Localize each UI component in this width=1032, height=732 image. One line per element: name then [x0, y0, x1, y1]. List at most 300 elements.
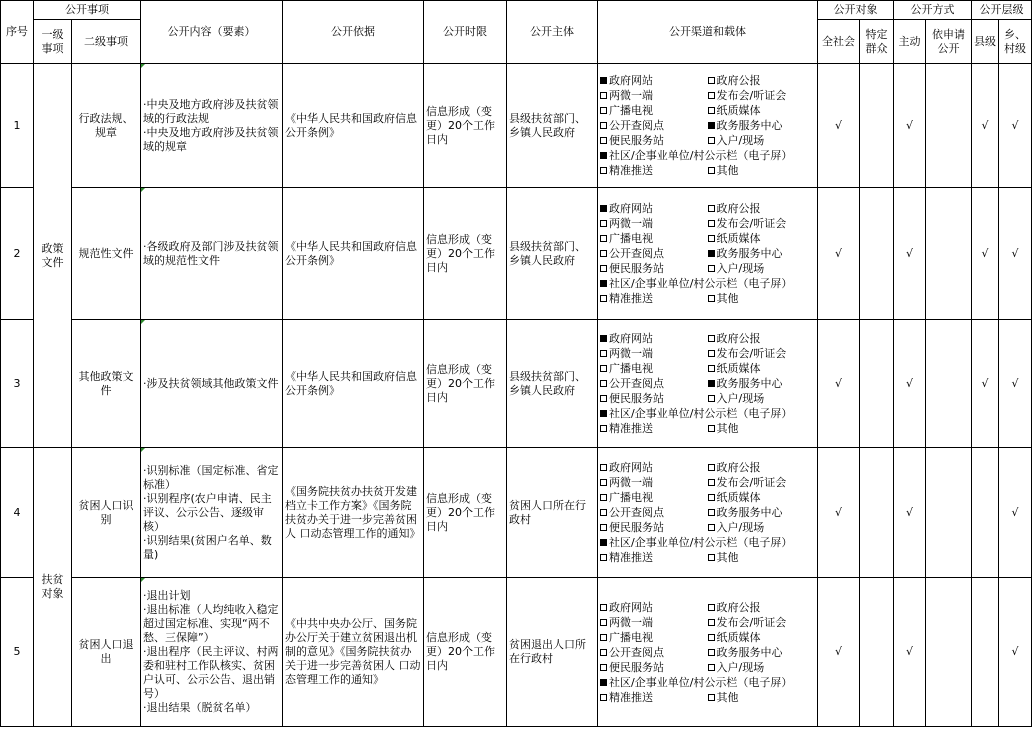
unchecked-box-icon: [708, 395, 715, 402]
method-request-mark: [926, 448, 972, 578]
row-seq: 2: [1, 188, 34, 320]
row-level2: 行政法规、 规章: [72, 64, 141, 188]
table-row: [1, 578, 1032, 727]
checked-box-icon: [600, 539, 607, 546]
header-seq: 序号: [1, 1, 34, 64]
checked-box-icon: [600, 410, 607, 417]
table-row: [1, 188, 1032, 320]
method-active-mark: √: [894, 188, 926, 320]
row-subject: 县级扶贫部门、乡镇人民政府: [507, 64, 598, 188]
target-specific-mark: [860, 188, 894, 320]
header-row-1: [1, 1, 1032, 20]
unchecked-box-icon: [600, 122, 607, 129]
channel-label: 其他: [716, 551, 739, 564]
channel-item: [708, 376, 816, 391]
header-level-town: 乡、 村级: [999, 20, 1032, 64]
unchecked-box-icon: [708, 694, 715, 701]
channel-label: 社区/企事业单位/村公示栏（电子屏）: [609, 407, 793, 420]
channel-label: 便民服务站: [609, 134, 664, 147]
channel-label: 政务服务中心: [716, 247, 783, 260]
channel-label: 广播电视: [609, 630, 653, 644]
unchecked-box-icon: [708, 205, 715, 212]
unchecked-box-icon: [708, 509, 715, 516]
channel-label: 广播电视: [609, 104, 653, 117]
channel-label: 两微一端: [609, 347, 653, 360]
channel-item: [600, 216, 708, 231]
content-line: ·中央及地方政府涉及扶贫领域的行政法规: [143, 97, 279, 125]
channel-item: [708, 505, 816, 520]
unchecked-box-icon: [600, 395, 607, 402]
channel-item: [600, 291, 708, 306]
channel-item: [600, 600, 708, 615]
channel-item: [708, 660, 816, 675]
channel-item: [708, 346, 816, 361]
row-channels: [598, 188, 818, 320]
row-content: [141, 188, 283, 320]
unchecked-box-icon: [600, 694, 607, 701]
channel-label: 公开查阅点: [609, 645, 664, 659]
header-level-county: 县级: [972, 20, 999, 64]
channel-label: 社区/企事业单位/村公示栏（电子屏）: [609, 277, 793, 290]
row-content: [141, 448, 283, 578]
channel-label: 入户/现场: [716, 521, 765, 534]
channel-item: [600, 103, 708, 118]
channel-item: [708, 690, 816, 705]
channel-item: [600, 346, 708, 361]
content-line: ·涉及扶贫领域其他政策文件: [143, 376, 279, 390]
channel-item: [708, 133, 816, 148]
channel-item: [708, 103, 816, 118]
unchecked-box-icon: [600, 425, 607, 432]
row-seq: 5: [1, 578, 34, 727]
channel-item: [708, 600, 816, 615]
unchecked-box-icon: [600, 649, 607, 656]
channel-item: [708, 201, 816, 216]
channel-label: 政府网站: [609, 461, 653, 474]
header-level1: 一级 事项: [34, 20, 72, 64]
channel-item: [600, 550, 708, 565]
unchecked-box-icon: [600, 137, 607, 144]
channel-item: [600, 376, 708, 391]
channel-list: [600, 460, 815, 565]
channel-label: 政府公报: [716, 332, 761, 345]
channel-item: [708, 550, 816, 565]
channel-label: 两微一端: [609, 89, 653, 102]
channel-label: 纸质媒体: [716, 362, 761, 375]
channel-item: [708, 490, 816, 505]
channel-item: [600, 490, 708, 505]
level-county-mark: √: [972, 64, 999, 188]
row-content: [141, 320, 283, 448]
unchecked-box-icon: [708, 494, 715, 501]
unchecked-box-icon: [600, 604, 607, 611]
channel-label: 公开查阅点: [609, 377, 664, 390]
checked-box-icon: [600, 152, 607, 159]
unchecked-box-icon: [600, 107, 607, 114]
content-line: ·识别结果(贫困户名单、数量): [143, 533, 272, 561]
channel-list: [600, 201, 815, 306]
unchecked-box-icon: [600, 494, 607, 501]
channel-label: 两微一端: [609, 217, 653, 230]
row-seq: 3: [1, 320, 34, 448]
header-target-all: 全社会: [818, 20, 860, 64]
unchecked-box-icon: [708, 634, 715, 641]
target-all-mark: √: [818, 188, 860, 320]
row-seq: 1: [1, 64, 34, 188]
content-line: ·退出计划: [143, 589, 191, 602]
channel-label: 精准推送: [609, 422, 653, 435]
channel-item: [600, 331, 708, 346]
row-basis: 《中华人民共和国政府信息公开条例》: [283, 188, 424, 320]
channel-label: 政务服务中心: [716, 645, 783, 659]
channel-label: 广播电视: [609, 362, 653, 375]
channel-item: [708, 421, 816, 436]
channel-item: [708, 460, 816, 475]
channel-label: 广播电视: [609, 232, 653, 245]
channel-label: 政府公报: [716, 74, 761, 87]
channel-item: [600, 73, 708, 88]
channel-label: 发布会/听证会: [716, 89, 787, 102]
header-level2: 二级事项: [72, 20, 141, 64]
channel-item: [600, 660, 708, 675]
category-cell: 扶贫 对象: [34, 448, 72, 727]
row-channels: [598, 578, 818, 727]
channel-label: 公开查阅点: [609, 247, 664, 260]
channel-label: 精准推送: [609, 551, 653, 564]
channel-label: 发布会/听证会: [716, 476, 787, 489]
method-request-mark: [926, 320, 972, 448]
row-time: 信息形成（变更）20个工作日内: [424, 320, 507, 448]
channel-item: [708, 216, 816, 231]
target-all-mark: √: [818, 578, 860, 727]
channel-label: 发布会/听证会: [716, 615, 787, 629]
unchecked-box-icon: [708, 265, 715, 272]
level-county-mark: √: [972, 188, 999, 320]
channel-label: 入户/现场: [716, 660, 765, 674]
checked-box-icon: [600, 335, 607, 342]
channel-item: [708, 331, 816, 346]
channel-item: [600, 361, 708, 376]
level-town-mark: √: [999, 320, 1032, 448]
channel-label: 精准推送: [609, 292, 653, 305]
channel-list: [600, 331, 815, 436]
channel-item: [600, 406, 815, 421]
unchecked-box-icon: [600, 619, 607, 626]
channel-item: [708, 163, 816, 178]
channel-item: [600, 118, 708, 133]
channel-item: [708, 73, 816, 88]
channel-item: [708, 246, 816, 261]
channel-item: [600, 615, 708, 630]
unchecked-box-icon: [708, 137, 715, 144]
channel-item: [600, 276, 815, 291]
channel-label: 政府网站: [609, 600, 653, 614]
unchecked-box-icon: [600, 479, 607, 486]
unchecked-box-icon: [708, 295, 715, 302]
channel-list: [600, 600, 815, 705]
level-county-mark: √: [972, 320, 999, 448]
channel-label: 其他: [716, 690, 739, 704]
channel-item: [600, 690, 708, 705]
method-active-mark: √: [894, 320, 926, 448]
unchecked-box-icon: [600, 664, 607, 671]
channel-label: 便民服务站: [609, 262, 664, 275]
unchecked-box-icon: [600, 554, 607, 561]
target-all-mark: √: [818, 320, 860, 448]
channel-item: [708, 475, 816, 490]
content-line: ·退出结果（脱贫名单）: [143, 701, 257, 714]
unchecked-box-icon: [708, 77, 715, 84]
row-time: 信息形成（变更）20个工作日内: [424, 64, 507, 188]
unchecked-box-icon: [600, 509, 607, 516]
row-content: [141, 578, 283, 727]
checked-box-icon: [600, 679, 607, 686]
row-seq: 4: [1, 448, 34, 578]
channel-label: 便民服务站: [609, 521, 664, 534]
unchecked-box-icon: [708, 365, 715, 372]
channel-label: 其他: [716, 292, 739, 305]
channel-item: [708, 291, 816, 306]
channel-item: [600, 148, 815, 163]
method-active-mark: √: [894, 448, 926, 578]
row-channels: [598, 448, 818, 578]
channel-label: 两微一端: [609, 615, 653, 629]
content-line: ·中央及地方政府涉及扶贫领域的规章: [143, 125, 279, 153]
channel-item: [600, 133, 708, 148]
method-active-mark: √: [894, 64, 926, 188]
channel-item: [600, 475, 708, 490]
channel-label: 政府公报: [716, 202, 761, 215]
content-line: ·退出程序（民主评议、村两委和驻村工作队核实、贫困户认可、公示公告、退出销号）: [143, 645, 279, 700]
unchecked-box-icon: [600, 220, 607, 227]
method-request-mark: [926, 578, 972, 727]
target-specific-mark: [860, 578, 894, 727]
channel-item: [600, 460, 708, 475]
channel-label: 政务服务中心: [716, 506, 783, 519]
level-town-mark: √: [999, 64, 1032, 188]
header-channel: 公开渠道和载体: [598, 1, 818, 64]
channel-item: [600, 645, 708, 660]
target-specific-mark: [860, 320, 894, 448]
unchecked-box-icon: [708, 335, 715, 342]
channel-item: [600, 675, 815, 690]
channel-label: 发布会/听证会: [716, 217, 787, 230]
channel-item: [600, 231, 708, 246]
unchecked-box-icon: [600, 350, 607, 357]
channel-label: 社区/企事业单位/村公示栏（电子屏）: [609, 149, 793, 162]
channel-item: [708, 391, 816, 406]
method-request-mark: [926, 64, 972, 188]
header-method-active: 主动: [894, 20, 926, 64]
channel-item: [708, 630, 816, 645]
checked-box-icon: [600, 77, 607, 84]
unchecked-box-icon: [600, 464, 607, 471]
unchecked-box-icon: [708, 464, 715, 471]
level-county-mark: [972, 448, 999, 578]
row-basis: 《国务院扶贫办扶贫开发建档立卡工作方案》《国务院扶贫办关于进一步完善贫困人 口动态管理工作的通知》: [283, 448, 424, 578]
channel-item: [600, 246, 708, 261]
unchecked-box-icon: [708, 92, 715, 99]
unchecked-box-icon: [600, 295, 607, 302]
unchecked-box-icon: [600, 365, 607, 372]
unchecked-box-icon: [600, 265, 607, 272]
unchecked-box-icon: [708, 554, 715, 561]
target-all-mark: √: [818, 64, 860, 188]
category-cell: 政策 文件: [34, 64, 72, 448]
unchecked-box-icon: [708, 425, 715, 432]
channel-item: [708, 520, 816, 535]
channel-item: [708, 231, 816, 246]
channel-label: 两微一端: [609, 476, 653, 489]
channel-item: [708, 615, 816, 630]
channel-label: 便民服务站: [609, 660, 664, 674]
channel-item: [708, 645, 816, 660]
unchecked-box-icon: [708, 619, 715, 626]
row-level2: 规范性文件: [72, 188, 141, 320]
channel-label: 社区/企事业单位/村公示栏（电子屏）: [609, 536, 793, 549]
channel-item: [600, 505, 708, 520]
table-row: [1, 320, 1032, 448]
checked-box-icon: [600, 280, 607, 287]
channel-label: 精准推送: [609, 690, 653, 704]
unchecked-box-icon: [708, 664, 715, 671]
channel-item: [600, 163, 708, 178]
channel-item: [708, 361, 816, 376]
channel-label: 政府网站: [609, 74, 653, 87]
unchecked-box-icon: [708, 220, 715, 227]
unchecked-box-icon: [600, 380, 607, 387]
unchecked-box-icon: [600, 634, 607, 641]
channel-label: 入户/现场: [716, 392, 765, 405]
checked-box-icon: [708, 380, 715, 387]
table-row: [1, 64, 1032, 188]
table-row: [1, 448, 1032, 578]
channel-item: [600, 421, 708, 436]
row-time: 信息形成（变更）20个工作日内: [424, 578, 507, 727]
unchecked-box-icon: [708, 167, 715, 174]
channel-label: 政务服务中心: [716, 119, 783, 132]
channel-label: 入户/现场: [716, 134, 765, 147]
checked-box-icon: [708, 122, 715, 129]
unchecked-box-icon: [600, 235, 607, 242]
channel-item: [600, 391, 708, 406]
row-basis: 《中共中央办公厅、国务院办公厅关于建立贫困退出机制的意见》《国务院扶贫办关于进一步完善贫困人 口动态管理工作的通知》: [283, 578, 424, 727]
header-basis: 公开依据: [283, 1, 424, 64]
channel-label: 入户/现场: [716, 262, 765, 275]
method-request-mark: [926, 188, 972, 320]
channel-item: [600, 261, 708, 276]
header-subject: 公开主体: [507, 1, 598, 64]
row-subject: 贫困退出人口所在行政村: [507, 578, 598, 727]
row-subject: 县级扶贫部门、乡镇人民政府: [507, 188, 598, 320]
row-time: 信息形成（变更）20个工作日内: [424, 448, 507, 578]
channel-label: 发布会/听证会: [716, 347, 787, 360]
header-target-group: 公开对象: [818, 1, 894, 20]
channel-label: 公开查阅点: [609, 119, 664, 132]
row-level2: 贫困人口退 出: [72, 578, 141, 727]
unchecked-box-icon: [600, 167, 607, 174]
channel-item: [600, 520, 708, 535]
row-subject: 贫困人口所在行政村: [507, 448, 598, 578]
checked-box-icon: [708, 250, 715, 257]
unchecked-box-icon: [708, 107, 715, 114]
channel-item: [600, 88, 708, 103]
channel-label: 便民服务站: [609, 392, 664, 405]
channel-label: 政府公报: [716, 600, 761, 614]
content-line: ·各级政府及部门涉及扶贫领域的规范性文件: [143, 239, 279, 267]
channel-list: [600, 73, 815, 178]
row-basis: 《中华人民共和国政府信息公开条例》: [283, 320, 424, 448]
row-subject: 县级扶贫部门、乡镇人民政府: [507, 320, 598, 448]
row-time: 信息形成（变更）20个工作日内: [424, 188, 507, 320]
row-level2: 其他政策文 件: [72, 320, 141, 448]
unchecked-box-icon: [708, 235, 715, 242]
table-body: [1, 64, 1032, 727]
channel-label: 公开查阅点: [609, 506, 664, 519]
level-town-mark: √: [999, 578, 1032, 727]
row-level2: 贫困人口识 别: [72, 448, 141, 578]
unchecked-box-icon: [600, 92, 607, 99]
content-line: ·退出标准（人均纯收入稳定超过国定标准、实现“两不愁、三保障”）: [143, 603, 279, 644]
unchecked-box-icon: [708, 524, 715, 531]
checked-box-icon: [600, 205, 607, 212]
target-specific-mark: [860, 64, 894, 188]
channel-item: [708, 118, 816, 133]
channel-label: 政府网站: [609, 202, 653, 215]
header-content: 公开内容（要素）: [141, 1, 283, 64]
channel-label: 政务服务中心: [716, 377, 783, 390]
header-level-group: 公开层级: [972, 1, 1032, 20]
channel-label: 其他: [716, 422, 739, 435]
content-line: ·识别程序(农户申请、民主评议、公示公告、逐级审核）: [143, 491, 272, 533]
channel-label: 纸质媒体: [716, 104, 761, 117]
header-items-group: 公开事项: [34, 1, 141, 20]
channel-item: [600, 535, 815, 550]
unchecked-box-icon: [600, 524, 607, 531]
channel-label: 其他: [716, 164, 739, 177]
target-all-mark: √: [818, 448, 860, 578]
content-line: ·识别标准（国定标准、省定标准）: [143, 463, 279, 491]
method-active-mark: √: [894, 578, 926, 727]
unchecked-box-icon: [708, 479, 715, 486]
row-basis: 《中华人民共和国政府信息公开条例》: [283, 64, 424, 188]
channel-item: [600, 630, 708, 645]
unchecked-box-icon: [708, 649, 715, 656]
channel-label: 广播电视: [609, 491, 653, 504]
channel-label: 政府公报: [716, 461, 761, 474]
channel-item: [708, 88, 816, 103]
level-county-mark: [972, 578, 999, 727]
channel-item: [708, 261, 816, 276]
unchecked-box-icon: [600, 250, 607, 257]
channel-label: 社区/企事业单位/村公示栏（电子屏）: [609, 675, 793, 689]
channel-label: 政府网站: [609, 332, 653, 345]
header-method-group: 公开方式: [894, 1, 972, 20]
target-specific-mark: [860, 448, 894, 578]
row-channels: [598, 320, 818, 448]
channel-label: 精准推送: [609, 164, 653, 177]
channel-label: 纸质媒体: [716, 630, 761, 644]
header-time: 公开时限: [424, 1, 507, 64]
level-town-mark: √: [999, 188, 1032, 320]
header-target-specific: 特定 群众: [860, 20, 894, 64]
row-content: [141, 64, 283, 188]
header-method-request: 依申请 公开: [926, 20, 972, 64]
row-channels: [598, 64, 818, 188]
level-town-mark: √: [999, 448, 1032, 578]
unchecked-box-icon: [708, 350, 715, 357]
channel-label: 纸质媒体: [716, 232, 761, 245]
